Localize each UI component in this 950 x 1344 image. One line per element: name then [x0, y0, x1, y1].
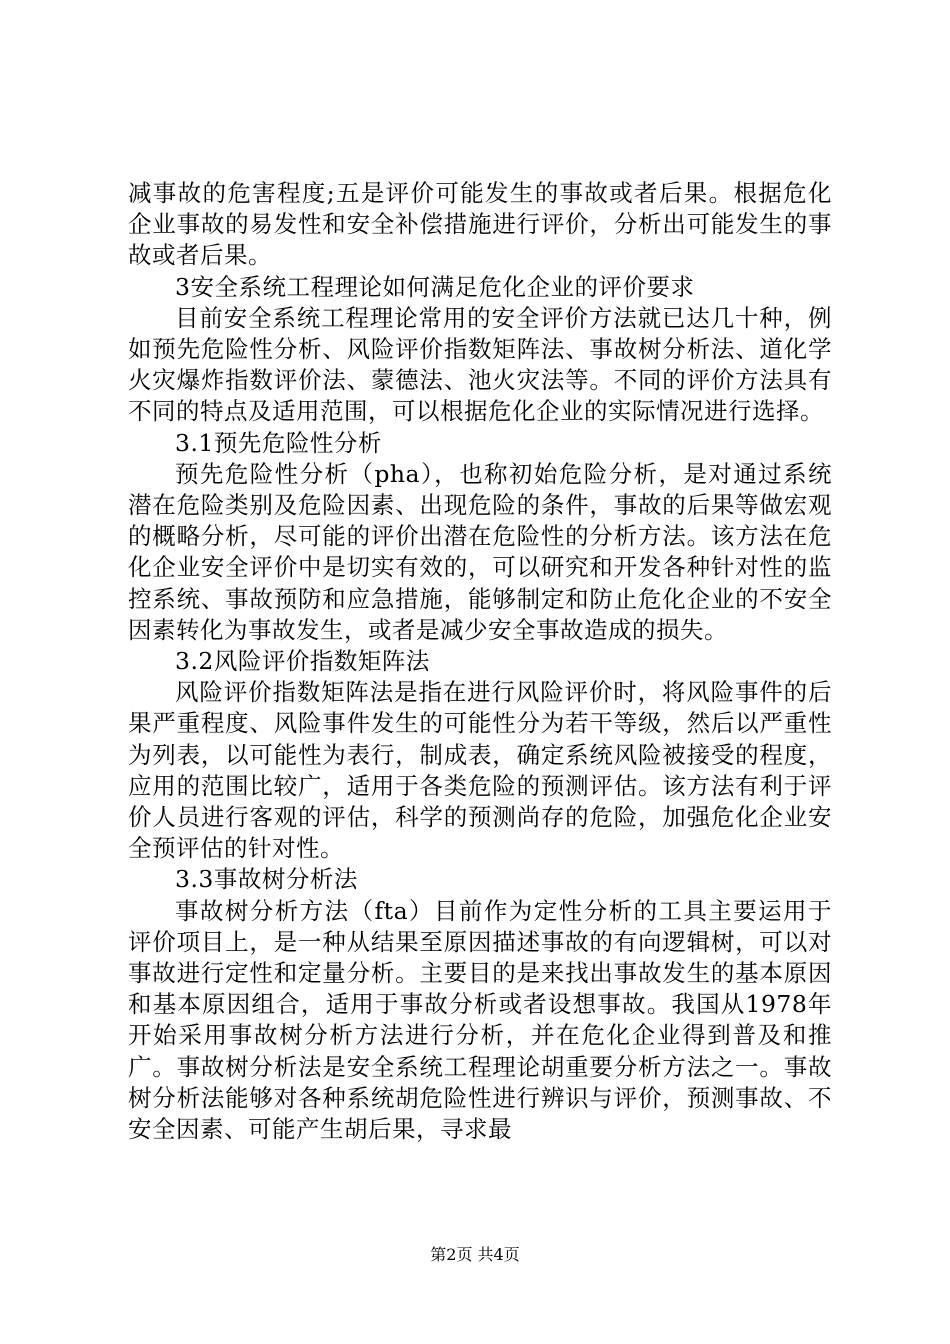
section-heading-3-1: 3.1预先危险性分析 — [175, 428, 382, 457]
paragraph-pha: 预先危险性分析（pha），也称初始危险分析，是对通过系统潜在危险类别及危险因素、出现危险的条件，事故的后果等做宏观的概略分析，尽可能的评价出潜在危险性的分析方法。该方法在危化企业安全评价中是切实有效的，可以研究和开发各种针对性的监控系统、事故预防和应急措施，能够制定和防止危化企业的不安全因素转化为事故发生，或者是减少安全事故造成的损失。 — [128, 459, 832, 644]
paragraph-methods-overview: 目前安全系统工程理论常用的安全评价方法就已达几十种，例如预先危险性分析、风险评价指数矩阵法、事故树分析法、道化学火灾爆炸指数评价法、蒙德法、池火灾法等。不同的评价方法具有不同的特点及适用范围，可以根据危化企业的实际情况进行选择。 — [128, 303, 832, 426]
section-heading-3: 3安全系统工程理论如何满足危化企业的评价要求 — [175, 272, 695, 301]
document-body — [128, 178, 832, 1145]
paragraph-fta: 事故树分析方法（fta）目前作为定性分析的工具主要运用于评价项目上，是一种从结果至原因描述事故的有向逻辑树，可以对事故进行定性和定量分析。主要目的是来找出事故发生的基本原因和基本原因组合，适用于事故分析或者设想事故。我国从1978年开始采用事故树分析方法进行分析，并在危化企业得到普及和推广。事故树分析法是安全系统工程理论胡重要分析方法之一。事故树分析法能够对各种系统胡危险性进行辨识与评价，预测事故、不安全因素、可能产生胡后果，寻求最 — [128, 896, 832, 1144]
paragraph-risk-matrix: 风险评价指数矩阵法是指在进行风险评价时，将风险事件的后果严重程度、风险事件发生的可能性分为若干等级，然后以严重性为列表，以可能性为表行，制成表，确定系统风险被接受的程度，应用的范围比较广，适用于各类危险的预测评估。该方法有利于评价人员进行客观的评估，科学的预测尚存的危险，加强危化企业安全预评估的针对性。 — [128, 678, 832, 863]
paragraph-continuation: 减事故的危害程度;五是评价可能发生的事故或者后果。根据危化企业事故的易发性和安全补偿措施进行评价，分析出可能发生的事故或者后果。 — [128, 179, 832, 270]
section-heading-3-2: 3.2风险评价指数矩阵法 — [175, 647, 430, 676]
page-footer: 第2页 共4页 — [430, 1245, 520, 1264]
section-heading-3-3: 3.3事故树分析法 — [175, 865, 358, 894]
